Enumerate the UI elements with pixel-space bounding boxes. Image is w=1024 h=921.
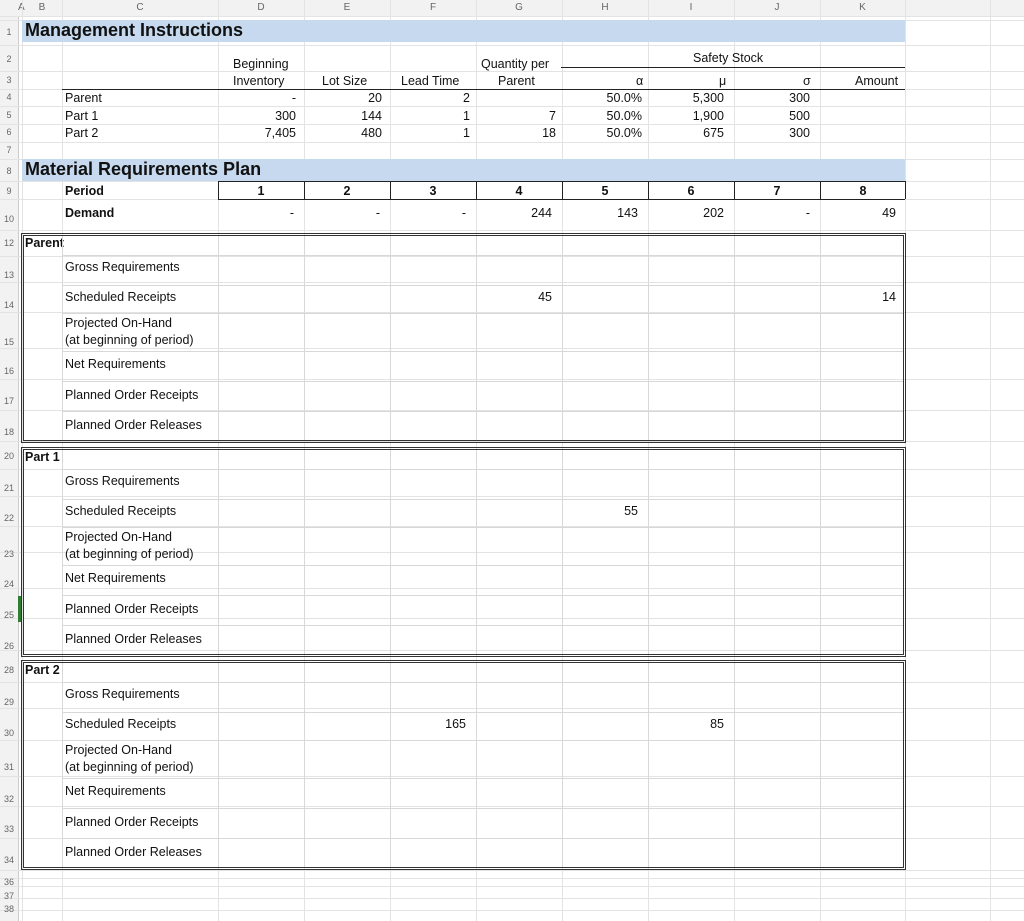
row-number-13[interactable]: 13 xyxy=(3,270,14,280)
grid-row-line xyxy=(0,910,1024,911)
row-number-31[interactable]: 31 xyxy=(3,762,14,772)
section-col-line xyxy=(820,236,821,440)
scheduled-receipt-cell[interactable]: 85 xyxy=(710,717,724,731)
section-row-line xyxy=(62,255,903,256)
section-col-line xyxy=(304,663,305,867)
grid-row-line xyxy=(0,142,1024,143)
section-col-line xyxy=(648,236,649,440)
row-number-15[interactable]: 15 xyxy=(3,337,14,347)
param-qty: 7 xyxy=(549,109,556,123)
section-col-line xyxy=(218,236,219,440)
row-number-8[interactable]: 8 xyxy=(6,166,12,176)
row-number-29[interactable]: 29 xyxy=(3,697,14,707)
section-col-line xyxy=(218,663,219,867)
column-header-d[interactable]: D xyxy=(257,2,265,13)
row-number-33[interactable]: 33 xyxy=(3,824,14,834)
row-label-por: Planned Order Receipts xyxy=(65,388,199,402)
param-begin: 7,405 xyxy=(264,126,296,140)
row-label-sched: Scheduled Receipts xyxy=(65,717,177,731)
section-row-line xyxy=(62,778,903,779)
section-col-line xyxy=(62,236,63,440)
row-label-porl: Planned Order Releases xyxy=(65,632,202,646)
param-alpha: 50.0% xyxy=(606,126,642,140)
grid-row-line xyxy=(0,898,1024,899)
column-header-f[interactable]: F xyxy=(429,2,437,13)
hdr-qty-per: Quantity per xyxy=(481,57,550,71)
param-qty: 18 xyxy=(542,126,556,140)
section-row-line xyxy=(62,469,903,470)
param-alpha: 50.0% xyxy=(606,91,642,105)
section-col-line xyxy=(476,450,477,654)
scheduled-receipt-cell[interactable]: 165 xyxy=(445,717,466,731)
param-mu: 5,300 xyxy=(692,91,724,105)
column-header-h[interactable]: H xyxy=(601,2,609,13)
section-row-line xyxy=(62,285,903,286)
scheduled-receipt-cell[interactable]: 45 xyxy=(538,290,552,304)
section-row-line xyxy=(62,838,903,839)
grid-row-line xyxy=(0,124,1024,125)
grid-row-line xyxy=(0,230,1024,231)
section-row-line xyxy=(62,595,903,596)
row-number-37[interactable]: 37 xyxy=(3,891,14,901)
section-col-line xyxy=(390,450,391,654)
grid-row-line xyxy=(0,870,1024,871)
section-col-line xyxy=(734,663,735,867)
period-cell: 3 xyxy=(429,184,437,198)
row-number-25[interactable]: 25 xyxy=(3,610,14,620)
section-col-line xyxy=(562,236,563,440)
row-label-por: Planned Order Receipts xyxy=(65,815,199,829)
demand-cell: 202 xyxy=(703,206,724,220)
instructions-title: Management Instructions xyxy=(25,20,244,40)
period-cell: 4 xyxy=(515,184,523,198)
section-col-line xyxy=(648,663,649,867)
param-row-name: Parent xyxy=(65,91,102,105)
section-col-line xyxy=(390,236,391,440)
hdr-lot-size: Lot Size xyxy=(322,74,368,88)
row-number-7[interactable]: 7 xyxy=(6,145,12,155)
grid-row-line xyxy=(0,878,1024,879)
period-divider xyxy=(905,181,906,199)
demand-cell: 244 xyxy=(531,206,552,220)
row-number-5[interactable]: 5 xyxy=(6,110,12,120)
section-title: Part 2 xyxy=(25,663,60,677)
param-mu: 1,900 xyxy=(692,109,724,123)
section-col-line xyxy=(304,450,305,654)
period-cell: 1 xyxy=(257,184,265,198)
section-col-line xyxy=(648,450,649,654)
section-row-line xyxy=(62,499,903,500)
column-header-k[interactable]: K xyxy=(859,2,866,13)
row-number-28[interactable]: 28 xyxy=(3,665,14,675)
param-begin: - xyxy=(291,91,296,105)
hdr-beginning: Beginning xyxy=(233,57,289,71)
row-number-12[interactable]: 12 xyxy=(3,238,14,248)
row-number-6[interactable]: 6 xyxy=(6,127,12,137)
param-row-name: Part 1 xyxy=(65,109,99,123)
grid-row-line xyxy=(0,45,1024,46)
section-col-line xyxy=(476,663,477,867)
param-mu: 675 xyxy=(703,126,724,140)
section-col-line xyxy=(476,236,477,440)
demand-label: Demand xyxy=(65,206,115,220)
demand-cell: - xyxy=(805,206,810,220)
column-header-j[interactable]: J xyxy=(774,2,780,13)
row-label-net: Net Requirements xyxy=(65,784,166,798)
active-row-indicator xyxy=(18,596,21,622)
row-label-gross: Gross Requirements xyxy=(65,260,180,274)
section-row-line xyxy=(62,712,903,713)
row-number-38[interactable]: 38 xyxy=(3,904,14,914)
period-cell: 2 xyxy=(343,184,351,198)
section-row-line xyxy=(62,740,903,741)
hdr-lead-time: Lead Time xyxy=(401,74,460,88)
column-header-i[interactable]: I xyxy=(689,2,693,13)
column-header-c[interactable]: C xyxy=(136,2,144,13)
section-col-line xyxy=(562,663,563,867)
period-cell: 7 xyxy=(773,184,781,198)
demand-cell: 143 xyxy=(617,206,638,220)
param-lead: 2 xyxy=(463,91,470,105)
row-label-sched: Scheduled Receipts xyxy=(65,290,177,304)
section-title: Part 1 xyxy=(25,450,60,464)
grid-row-line xyxy=(0,71,1024,72)
hdr-safety-stock: Safety Stock xyxy=(693,51,764,65)
period-label: Period xyxy=(65,184,104,198)
demand-cell: 49 xyxy=(882,206,896,220)
row-label-poh_1: Projected On-Hand xyxy=(65,316,173,330)
row-number-32[interactable]: 32 xyxy=(3,794,14,804)
hdr-parent: Parent xyxy=(498,74,535,88)
grid-col-line xyxy=(990,0,991,921)
section-col-line xyxy=(390,663,391,867)
section-title: Parent xyxy=(25,236,64,250)
row-label-poh_2: (at beginning of period) xyxy=(65,333,194,347)
hdr-inventory: Inventory xyxy=(233,74,285,88)
section-row-line xyxy=(62,351,903,352)
row-label-poh_1: Projected On-Hand xyxy=(65,530,173,544)
row-label-poh_2: (at beginning of period) xyxy=(65,547,194,561)
section-col-line xyxy=(304,236,305,440)
row-number-34[interactable]: 34 xyxy=(3,855,14,865)
row-label-net: Net Requirements xyxy=(65,571,166,585)
param-sigma: 300 xyxy=(789,126,810,140)
row-number-1[interactable]: 1 xyxy=(6,27,12,37)
row-number-14[interactable]: 14 xyxy=(3,300,14,310)
column-header-g[interactable]: G xyxy=(515,2,523,13)
row-number-2[interactable]: 2 xyxy=(6,54,12,64)
demand-cell: - xyxy=(375,206,380,220)
row-number-20[interactable]: 20 xyxy=(3,451,14,461)
section-row-line xyxy=(62,381,903,382)
section-col-line xyxy=(62,663,63,867)
demand-cell: - xyxy=(289,206,294,220)
row-label-poh_2: (at beginning of period) xyxy=(65,760,194,774)
period-cell: 6 xyxy=(687,184,695,198)
row-number-17[interactable]: 17 xyxy=(3,396,14,406)
section-col-line xyxy=(820,663,821,867)
period-cell: 5 xyxy=(601,184,609,198)
param-sigma: 300 xyxy=(789,91,810,105)
section-row-line xyxy=(62,313,903,314)
section-row-line xyxy=(62,527,903,528)
row-number-36[interactable]: 36 xyxy=(3,877,14,887)
scheduled-receipt-cell[interactable]: 14 xyxy=(882,290,896,304)
row-number-23[interactable]: 23 xyxy=(3,549,14,559)
mrp-title: Material Requirements Plan xyxy=(25,159,262,179)
row-label-por: Planned Order Receipts xyxy=(65,602,199,616)
section-row-line xyxy=(62,565,903,566)
param-lead: 1 xyxy=(463,109,470,123)
period-bottom-rule xyxy=(218,199,905,200)
row-label-gross: Gross Requirements xyxy=(65,474,180,488)
hdr-sigma: σ xyxy=(803,74,811,88)
section-col-line xyxy=(734,236,735,440)
param-alpha: 50.0% xyxy=(606,109,642,123)
section-row-line xyxy=(62,682,903,683)
scheduled-receipt-cell[interactable]: 55 xyxy=(624,504,638,518)
grid-row-line xyxy=(0,886,1024,887)
row-label-porl: Planned Order Releases xyxy=(65,845,202,859)
row-number-18[interactable]: 18 xyxy=(3,427,14,437)
period-cell: 8 xyxy=(859,184,867,198)
param-row-name: Part 2 xyxy=(65,126,99,140)
column-header-e[interactable]: E xyxy=(343,2,351,13)
row-label-net: Net Requirements xyxy=(65,357,166,371)
section-row-line xyxy=(62,808,903,809)
row-label-poh_1: Projected On-Hand xyxy=(65,743,173,757)
row-number-9[interactable]: 9 xyxy=(6,186,12,196)
row-number-4[interactable]: 4 xyxy=(6,92,12,102)
grid-row-line xyxy=(0,16,1024,17)
column-header-b[interactable]: B xyxy=(38,2,46,13)
row-number-24[interactable]: 24 xyxy=(3,579,14,589)
row-number-22[interactable]: 22 xyxy=(3,513,14,523)
hdr-mu: μ xyxy=(719,74,727,88)
param-lead: 1 xyxy=(463,126,470,140)
section-row-line xyxy=(62,411,903,412)
hdr-amount: Amount xyxy=(855,74,899,88)
row-label-porl: Planned Order Releases xyxy=(65,418,202,432)
params-header-rule xyxy=(62,89,905,90)
section-col-line xyxy=(218,450,219,654)
param-sigma: 500 xyxy=(789,109,810,123)
section-row-line xyxy=(62,625,903,626)
grid-row-line xyxy=(0,106,1024,107)
row-number-26[interactable]: 26 xyxy=(3,641,14,651)
param-lot: 144 xyxy=(361,109,382,123)
row-label-sched: Scheduled Receipts xyxy=(65,504,177,518)
row-number-30[interactable]: 30 xyxy=(3,728,14,738)
section-col-line xyxy=(734,450,735,654)
safety-stock-rule xyxy=(561,67,905,68)
demand-cell: - xyxy=(461,206,466,220)
row-label-gross: Gross Requirements xyxy=(65,687,180,701)
row-number-3[interactable]: 3 xyxy=(6,75,12,85)
param-begin: 300 xyxy=(275,109,296,123)
section-col-line xyxy=(62,450,63,654)
row-number-16[interactable]: 16 xyxy=(3,366,14,376)
section-col-line xyxy=(820,450,821,654)
hdr-alpha: α xyxy=(636,74,644,88)
param-lot: 20 xyxy=(368,91,382,105)
row-number-10[interactable]: 10 xyxy=(3,214,14,224)
section-col-line xyxy=(562,450,563,654)
column-header-a[interactable]: A xyxy=(18,2,25,13)
row-number-21[interactable]: 21 xyxy=(3,483,14,493)
param-lot: 480 xyxy=(361,126,382,140)
